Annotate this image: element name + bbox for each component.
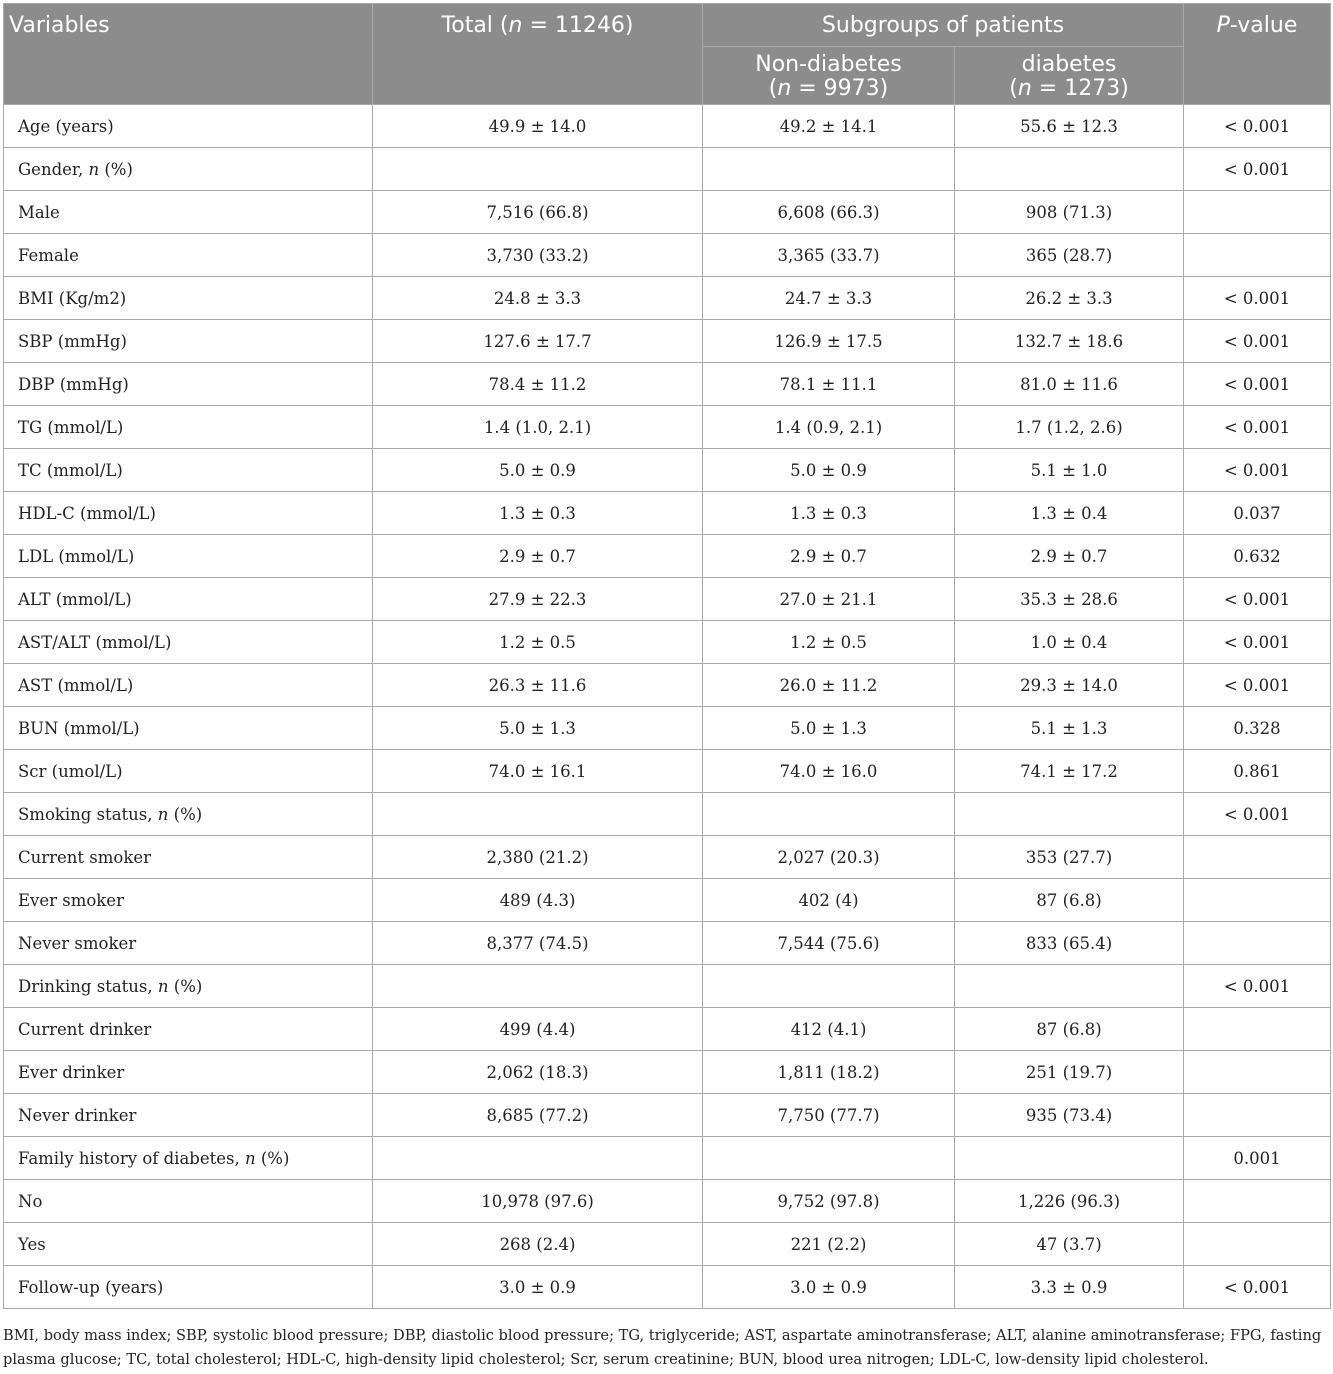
row-label: Drinking status, n (%) <box>4 965 373 1008</box>
diabetes-cell: 5.1 ± 1.3 <box>955 707 1184 750</box>
row-label: No <box>4 1180 373 1223</box>
nondiabetes-cell: 1,811 (18.2) <box>703 1051 955 1094</box>
diabetes-cell: 251 (19.7) <box>955 1051 1184 1094</box>
pvalue-cell: < 0.001 <box>1184 363 1331 406</box>
nondiabetes-cell: 1.3 ± 0.3 <box>703 492 955 535</box>
pvalue-cell: < 0.001 <box>1184 1266 1331 1309</box>
table-row <box>4 234 1331 277</box>
pvalue-cell: < 0.001 <box>1184 277 1331 320</box>
total-cell: 74.0 ± 16.1 <box>373 750 703 793</box>
row-label: Never smoker <box>4 922 373 965</box>
nondiabetes-cell: 6,608 (66.3) <box>703 191 955 234</box>
row-label: Ever smoker <box>4 879 373 922</box>
nondiabetes-cell <box>703 148 955 191</box>
diabetes-cell: 2.9 ± 0.7 <box>955 535 1184 578</box>
nondiabetes-cell: 126.9 ± 17.5 <box>703 320 955 363</box>
row-label: TG (mmol/L) <box>4 406 373 449</box>
table-row <box>4 1180 1331 1223</box>
diabetes-cell: 1,226 (96.3) <box>955 1180 1184 1223</box>
table-row <box>4 492 1331 535</box>
diabetes-cell: 353 (27.7) <box>955 836 1184 879</box>
header-total: Total (n = 11246) <box>373 4 703 105</box>
total-cell: 7,516 (66.8) <box>373 191 703 234</box>
nondiabetes-cell: 49.2 ± 14.1 <box>703 105 955 148</box>
table-row <box>4 148 1331 191</box>
pvalue-cell: < 0.001 <box>1184 148 1331 191</box>
row-label: Never drinker <box>4 1094 373 1137</box>
row-label: LDL (mmol/L) <box>4 535 373 578</box>
header-diabetes: diabetes (n = 1273) <box>955 47 1184 105</box>
table-row <box>4 363 1331 406</box>
pvalue-cell <box>1184 1051 1331 1094</box>
total-cell: 5.0 ± 0.9 <box>373 449 703 492</box>
total-cell <box>373 793 703 836</box>
total-cell: 489 (4.3) <box>373 879 703 922</box>
total-cell: 10,978 (97.6) <box>373 1180 703 1223</box>
row-label: Current drinker <box>4 1008 373 1051</box>
table-row <box>4 922 1331 965</box>
table-row <box>4 1094 1331 1137</box>
nondiabetes-cell: 7,544 (75.6) <box>703 922 955 965</box>
nondiabetes-cell: 3,365 (33.7) <box>703 234 955 277</box>
diabetes-cell: 1.3 ± 0.4 <box>955 492 1184 535</box>
table-row <box>4 1137 1331 1180</box>
pvalue-cell: < 0.001 <box>1184 621 1331 664</box>
pvalue-cell: 0.328 <box>1184 707 1331 750</box>
diabetes-cell: 35.3 ± 28.6 <box>955 578 1184 621</box>
table-row <box>4 535 1331 578</box>
row-label: BUN (mmol/L) <box>4 707 373 750</box>
table-row <box>4 1051 1331 1094</box>
row-label: Follow-up (years) <box>4 1266 373 1309</box>
total-cell: 8,685 (77.2) <box>373 1094 703 1137</box>
diabetes-cell: 833 (65.4) <box>955 922 1184 965</box>
diabetes-cell: 26.2 ± 3.3 <box>955 277 1184 320</box>
baseline-characteristics-table <box>3 3 1331 1309</box>
diabetes-cell <box>955 793 1184 836</box>
pvalue-cell: < 0.001 <box>1184 793 1331 836</box>
diabetes-cell: 87 (6.8) <box>955 1008 1184 1051</box>
total-cell: 3.0 ± 0.9 <box>373 1266 703 1309</box>
pvalue-cell <box>1184 1008 1331 1051</box>
nondiabetes-cell: 1.2 ± 0.5 <box>703 621 955 664</box>
row-label: Family history of diabetes, n (%) <box>4 1137 373 1180</box>
diabetes-cell <box>955 148 1184 191</box>
table-row <box>4 449 1331 492</box>
diabetes-cell: 5.1 ± 1.0 <box>955 449 1184 492</box>
row-label: DBP (mmHg) <box>4 363 373 406</box>
table-row <box>4 578 1331 621</box>
nondiabetes-cell: 24.7 ± 3.3 <box>703 277 955 320</box>
pvalue-cell: 0.001 <box>1184 1137 1331 1180</box>
total-cell: 8,377 (74.5) <box>373 922 703 965</box>
table-row <box>4 191 1331 234</box>
total-cell: 1.4 (1.0, 2.1) <box>373 406 703 449</box>
row-label: Female <box>4 234 373 277</box>
diabetes-cell: 87 (6.8) <box>955 879 1184 922</box>
pvalue-cell <box>1184 191 1331 234</box>
pvalue-cell <box>1184 836 1331 879</box>
total-cell: 2,062 (18.3) <box>373 1051 703 1094</box>
diabetes-cell: 935 (73.4) <box>955 1094 1184 1137</box>
pvalue-cell <box>1184 922 1331 965</box>
header-pvalue: P-value <box>1184 4 1331 105</box>
pvalue-cell: < 0.001 <box>1184 578 1331 621</box>
table-row <box>4 664 1331 707</box>
nondiabetes-cell: 9,752 (97.8) <box>703 1180 955 1223</box>
table-header <box>4 4 1331 105</box>
pvalue-cell: 0.632 <box>1184 535 1331 578</box>
nondiabetes-cell: 402 (4) <box>703 879 955 922</box>
row-label: BMI (Kg/m2) <box>4 277 373 320</box>
pvalue-cell <box>1184 1094 1331 1137</box>
diabetes-cell: 3.3 ± 0.9 <box>955 1266 1184 1309</box>
nondiabetes-cell: 1.4 (0.9, 2.1) <box>703 406 955 449</box>
total-cell: 2.9 ± 0.7 <box>373 535 703 578</box>
diabetes-cell: 74.1 ± 17.2 <box>955 750 1184 793</box>
header-variables: Variables <box>4 4 373 105</box>
nondiabetes-cell: 221 (2.2) <box>703 1223 955 1266</box>
total-cell: 1.3 ± 0.3 <box>373 492 703 535</box>
table-row <box>4 793 1331 836</box>
nondiabetes-cell: 26.0 ± 11.2 <box>703 664 955 707</box>
table-row <box>4 320 1331 363</box>
diabetes-cell: 132.7 ± 18.6 <box>955 320 1184 363</box>
pvalue-cell: 0.037 <box>1184 492 1331 535</box>
nondiabetes-cell <box>703 793 955 836</box>
diabetes-cell: 55.6 ± 12.3 <box>955 105 1184 148</box>
table-row <box>4 277 1331 320</box>
table-footnote: BMI, body mass index; SBP, systolic blood pressure; DBP, diastolic blood pressure; TG, triglyceride; AST, aspartate aminotransferase; ALT, alanine aminotransferase; FPG, fasting plasma glucose; TC, total cholesterol; HDL-C, high-density lipid cholesterol; Scr, serum creatinine; BUN, blood urea nitrogen; LDL-C, low-density lipid cholesterol. <box>3 1327 1322 1368</box>
total-cell: 499 (4.4) <box>373 1008 703 1051</box>
diabetes-cell <box>955 965 1184 1008</box>
pvalue-cell <box>1184 1180 1331 1223</box>
table-row <box>4 105 1331 148</box>
row-label: TC (mmol/L) <box>4 449 373 492</box>
pvalue-cell: < 0.001 <box>1184 406 1331 449</box>
total-cell: 2,380 (21.2) <box>373 836 703 879</box>
total-cell <box>373 148 703 191</box>
pvalue-cell <box>1184 1223 1331 1266</box>
table-row <box>4 879 1331 922</box>
row-label: Ever drinker <box>4 1051 373 1094</box>
table-row <box>4 965 1331 1008</box>
row-label: Male <box>4 191 373 234</box>
total-cell: 268 (2.4) <box>373 1223 703 1266</box>
table-row <box>4 406 1331 449</box>
pvalue-cell: < 0.001 <box>1184 105 1331 148</box>
total-cell <box>373 965 703 1008</box>
row-label: Scr (umol/L) <box>4 750 373 793</box>
row-label: SBP (mmHg) <box>4 320 373 363</box>
table-row <box>4 750 1331 793</box>
total-cell: 1.2 ± 0.5 <box>373 621 703 664</box>
diabetes-cell: 47 (3.7) <box>955 1223 1184 1266</box>
total-cell: 5.0 ± 1.3 <box>373 707 703 750</box>
total-cell: 27.9 ± 22.3 <box>373 578 703 621</box>
nondiabetes-cell <box>703 965 955 1008</box>
table-row <box>4 1223 1331 1266</box>
row-label: ALT (mmol/L) <box>4 578 373 621</box>
table-row <box>4 707 1331 750</box>
pvalue-cell: < 0.001 <box>1184 320 1331 363</box>
diabetes-cell <box>955 1137 1184 1180</box>
nondiabetes-cell <box>703 1137 955 1180</box>
pvalue-cell: < 0.001 <box>1184 449 1331 492</box>
nondiabetes-cell: 2,027 (20.3) <box>703 836 955 879</box>
table-row <box>4 1266 1331 1309</box>
table-row <box>4 836 1331 879</box>
row-label: AST/ALT (mmol/L) <box>4 621 373 664</box>
row-label: Current smoker <box>4 836 373 879</box>
table-row <box>4 621 1331 664</box>
row-label: AST (mmol/L) <box>4 664 373 707</box>
diabetes-cell: 81.0 ± 11.6 <box>955 363 1184 406</box>
nondiabetes-cell: 2.9 ± 0.7 <box>703 535 955 578</box>
pvalue-cell: < 0.001 <box>1184 965 1331 1008</box>
diabetes-cell: 29.3 ± 14.0 <box>955 664 1184 707</box>
nondiabetes-cell: 74.0 ± 16.0 <box>703 750 955 793</box>
row-label: HDL-C (mmol/L) <box>4 492 373 535</box>
total-cell: 3,730 (33.2) <box>373 234 703 277</box>
nondiabetes-cell: 5.0 ± 1.3 <box>703 707 955 750</box>
table-row <box>4 1008 1331 1051</box>
nondiabetes-cell: 3.0 ± 0.9 <box>703 1266 955 1309</box>
diabetes-cell: 1.7 (1.2, 2.6) <box>955 406 1184 449</box>
nondiabetes-cell: 5.0 ± 0.9 <box>703 449 955 492</box>
nondiabetes-cell: 27.0 ± 21.1 <box>703 578 955 621</box>
row-label: Gender, n (%) <box>4 148 373 191</box>
header-subgroups: Subgroups of patients <box>703 4 1184 47</box>
row-label: Age (years) <box>4 105 373 148</box>
diabetes-cell: 908 (71.3) <box>955 191 1184 234</box>
diabetes-cell: 1.0 ± 0.4 <box>955 621 1184 664</box>
row-label: Yes <box>4 1223 373 1266</box>
table-body <box>4 105 1331 1309</box>
nondiabetes-cell: 78.1 ± 11.1 <box>703 363 955 406</box>
total-cell: 26.3 ± 11.6 <box>373 664 703 707</box>
total-cell <box>373 1137 703 1180</box>
nondiabetes-cell: 7,750 (77.7) <box>703 1094 955 1137</box>
row-label: Smoking status, n (%) <box>4 793 373 836</box>
pvalue-cell <box>1184 234 1331 277</box>
pvalue-cell: < 0.001 <box>1184 664 1331 707</box>
pvalue-cell: 0.861 <box>1184 750 1331 793</box>
pvalue-cell <box>1184 879 1331 922</box>
header-nondiabetes: Non-diabetes (n = 9973) <box>703 47 955 105</box>
total-cell: 49.9 ± 14.0 <box>373 105 703 148</box>
nondiabetes-cell: 412 (4.1) <box>703 1008 955 1051</box>
total-cell: 24.8 ± 3.3 <box>373 277 703 320</box>
total-cell: 127.6 ± 17.7 <box>373 320 703 363</box>
total-cell: 78.4 ± 11.2 <box>373 363 703 406</box>
diabetes-cell: 365 (28.7) <box>955 234 1184 277</box>
